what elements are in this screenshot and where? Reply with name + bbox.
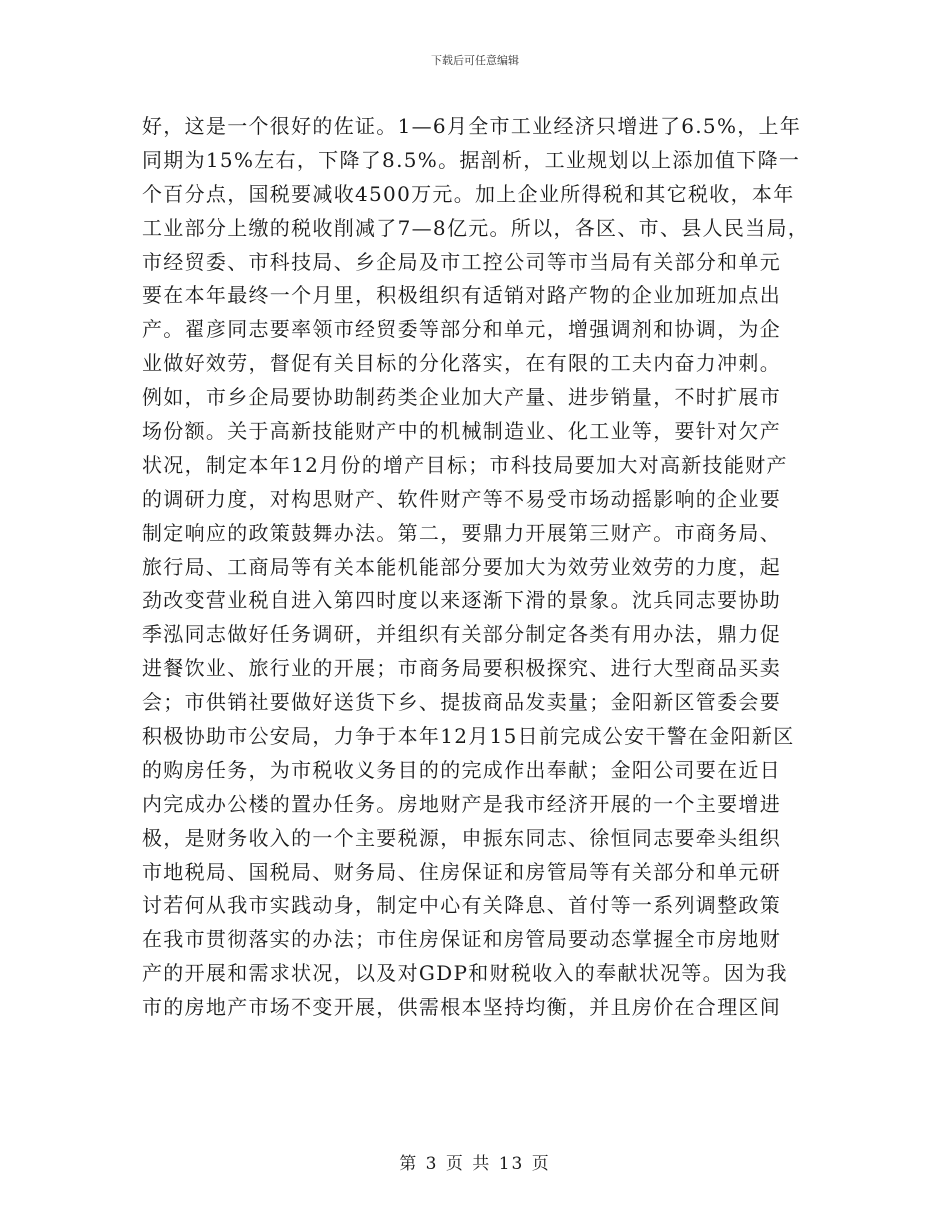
text-line: 旅行局、工商局等有关本能机能部分要加大为效劳业效劳的力度，起 xyxy=(142,554,781,579)
text-line: 市的房地产市场不变开展，供需根本坚持均衡，并且房价在合理区间 xyxy=(142,995,781,1020)
text-line: 产。翟彦同志要率领市经贸委等部分和单元，增强调剂和协调，为企 xyxy=(142,317,781,342)
text-line: 工业部分上缴的税收削减了7—8亿元。所以，各区、市、县人民当局， xyxy=(142,215,810,240)
text-line: 要在本年最终一个月里，积极组织有适销对路产物的企业加班加点出 xyxy=(142,283,781,308)
text-line: 例如，市乡企局要协助制药类企业加大产量、进步销量，不时扩展市 xyxy=(142,385,781,410)
document-body xyxy=(142,110,810,1025)
text-line: 好，这是一个很好的佐证。1—6月全市工业经济只增进了6.5%，上年 xyxy=(142,114,802,138)
text-line: 季泓同志做好任务调研，并组织有关部分制定各类有用办法，鼎力促 xyxy=(142,622,781,647)
page-number: 第 3 页 共 13 页 xyxy=(399,1154,551,1174)
text-line: 状况，制定本年12月份的增产目标；市科技局要加大对高新技能财产 xyxy=(142,452,788,477)
text-line: 场份额。关于高新技能财产中的机械制造业、化工业等，要针对欠产 xyxy=(142,419,781,444)
text-line: 的调研力度，对构思财产、软件财产等不易受市场动摇影响的企业要 xyxy=(142,486,781,511)
text-line: 进餐饮业、旅行业的开展；市商务局要积极探究、进行大型商品买卖 xyxy=(142,656,781,681)
page-header: 下载后可任意编辑 xyxy=(431,54,519,67)
text-line: 的购房任务，为市税收义务目的的完成作出奉献；金阳公司要在近日 xyxy=(142,757,781,782)
text-line: 同期为15%左右，下降了8.5%。据剖析，工业规划以上添加值下降一 xyxy=(142,147,801,172)
text-line: 讨若何从我市实践动身，制定中心有关降息、首付等一系列调整政策 xyxy=(142,893,781,918)
text-line: 内完成办公楼的置办任务。房地财产是我市经济开展的一个主要增进 xyxy=(142,791,781,816)
text-line: 产的开展和需求状况，以及对GDP和财税收入的奉献状况等。因为我 xyxy=(142,961,788,986)
text-line: 积极协助市公安局，力争于本年12月15日前完成公安干警在金阳新区 xyxy=(142,724,795,749)
text-line: 业做好效劳，督促有关目标的分化落实，在有限的工夫内奋力冲刺。 xyxy=(142,351,781,376)
text-line: 会；市供销社要做好送货下乡、提拔商品发卖量；金阳新区管委会要 xyxy=(142,690,781,715)
text-line: 个百分点，国税要减收4500万元。加上企业所得税和其它税收，本年 xyxy=(142,181,795,206)
text-line: 市经贸委、市科技局、乡企局及市工控公司等市当局有关部分和单元 xyxy=(142,249,781,274)
text-line: 极，是财务收入的一个主要税源，申振东同志、徐恒同志要牵头组织 xyxy=(142,825,781,850)
text-line: 在我市贯彻落实的办法；市住房保证和房管局要动态掌握全市房地财 xyxy=(142,927,781,952)
text-line: 市地税局、国税局、财务局、住房保证和房管局等有关部分和单元研 xyxy=(142,859,781,884)
text-line: 劲改变营业税自进入第四时度以来逐渐下滑的景象。沈兵同志要协助 xyxy=(142,588,781,613)
text-line: 制定响应的政策鼓舞办法。第二，要鼎力开展第三财产。市商务局、 xyxy=(142,520,781,545)
